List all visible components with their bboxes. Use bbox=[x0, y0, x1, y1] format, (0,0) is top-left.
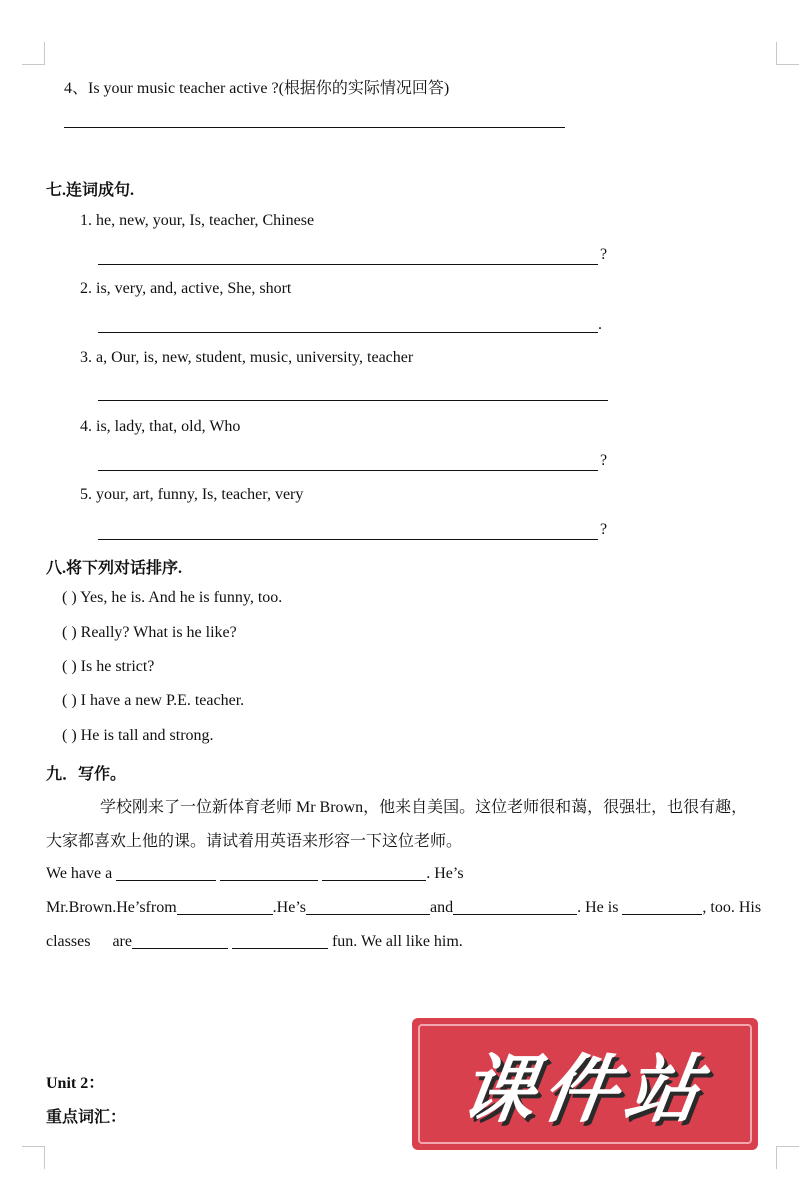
reorder-item-5: 5. your, art, funny, Is, teacher, very bbox=[80, 486, 304, 503]
writing-line-2 bbox=[46, 898, 761, 917]
answer-line[interactable] bbox=[64, 127, 565, 128]
writing-text: Mr.Brown.He’sfrom bbox=[46, 899, 177, 916]
dialogue-line-1: ( ) Yes, he is. And he is funny, too. bbox=[62, 589, 283, 606]
reorder-item-1: 1. he, new, your, Is, teacher, Chinese bbox=[80, 212, 315, 229]
corner-mark-bottom-left bbox=[22, 1146, 45, 1169]
blank[interactable] bbox=[306, 898, 430, 915]
writing-text: , too. His bbox=[702, 899, 762, 916]
writing-prompt-line-1: 学校刚来了一位新体育老师 Mr Brown，他来自美国。这位老师很和蔼，很强壮，也很有趣， bbox=[100, 799, 748, 816]
end-punct-2: . bbox=[598, 316, 602, 333]
corner-mark-bottom-right bbox=[776, 1146, 799, 1169]
logo-text: 课件站 bbox=[455, 1047, 714, 1133]
question-4: 4、Is your music teacher active ?(根据你的实际情况回答) bbox=[64, 80, 450, 97]
section-7-heading: 七.连词成句. bbox=[46, 182, 135, 199]
answer-line-3[interactable] bbox=[98, 400, 608, 401]
writing-text: . He’s bbox=[426, 865, 464, 882]
dialogue-line-2: ( ) Really? What is he like? bbox=[62, 624, 237, 641]
vocab-heading: 重点词汇： bbox=[46, 1109, 127, 1126]
writing-text: . He is bbox=[577, 899, 619, 916]
writing-line-1 bbox=[46, 864, 464, 883]
writing-text: and bbox=[429, 899, 454, 916]
writing-line-3 bbox=[46, 932, 463, 951]
corner-mark-top-right bbox=[776, 42, 799, 65]
section-8-heading: 八.将下列对话排序. bbox=[46, 560, 183, 577]
end-punct-1: ? bbox=[600, 246, 608, 263]
writing-text: We have a bbox=[46, 865, 113, 882]
reorder-item-2: 2. is, very, and, active, She, short bbox=[80, 280, 292, 297]
unit-title: Unit 2： bbox=[46, 1075, 105, 1092]
writing-text: .He’s bbox=[272, 899, 306, 916]
section-9-heading: 九．写作。 bbox=[46, 766, 127, 783]
writing-text: classes bbox=[46, 933, 91, 950]
writing-prompt-line-2: 大家都喜欢上他的课。请试着用英语来形容一下这位老师。 bbox=[46, 833, 463, 850]
end-punct-4: ? bbox=[600, 452, 608, 469]
reorder-item-3: 3. a, Our, is, new, student, music, university, teacher bbox=[80, 349, 414, 366]
blank[interactable] bbox=[453, 898, 577, 915]
blank[interactable] bbox=[322, 864, 426, 881]
blank[interactable] bbox=[232, 932, 328, 949]
blank[interactable] bbox=[132, 932, 228, 949]
answer-line-5[interactable] bbox=[98, 539, 598, 540]
dialogue-line-4: ( ) I have a new P.E. teacher. bbox=[62, 692, 245, 709]
blank[interactable] bbox=[622, 898, 702, 915]
writing-text: fun. We all like him. bbox=[331, 933, 463, 950]
dialogue-line-3: ( ) Is he strict? bbox=[62, 658, 155, 675]
blank[interactable] bbox=[116, 864, 216, 881]
writing-text: are bbox=[112, 933, 132, 950]
blank[interactable] bbox=[177, 898, 273, 915]
answer-line-1[interactable] bbox=[98, 264, 598, 265]
dialogue-line-5: ( ) He is tall and strong. bbox=[62, 727, 214, 744]
answer-line-4[interactable] bbox=[98, 470, 598, 471]
reorder-item-4: 4. is, lady, that, old, Who bbox=[80, 418, 241, 435]
corner-mark-top-left bbox=[22, 42, 45, 65]
answer-line-2[interactable] bbox=[98, 332, 598, 333]
site-logo bbox=[412, 1018, 758, 1150]
end-punct-5: ? bbox=[600, 521, 608, 538]
blank[interactable] bbox=[220, 864, 318, 881]
